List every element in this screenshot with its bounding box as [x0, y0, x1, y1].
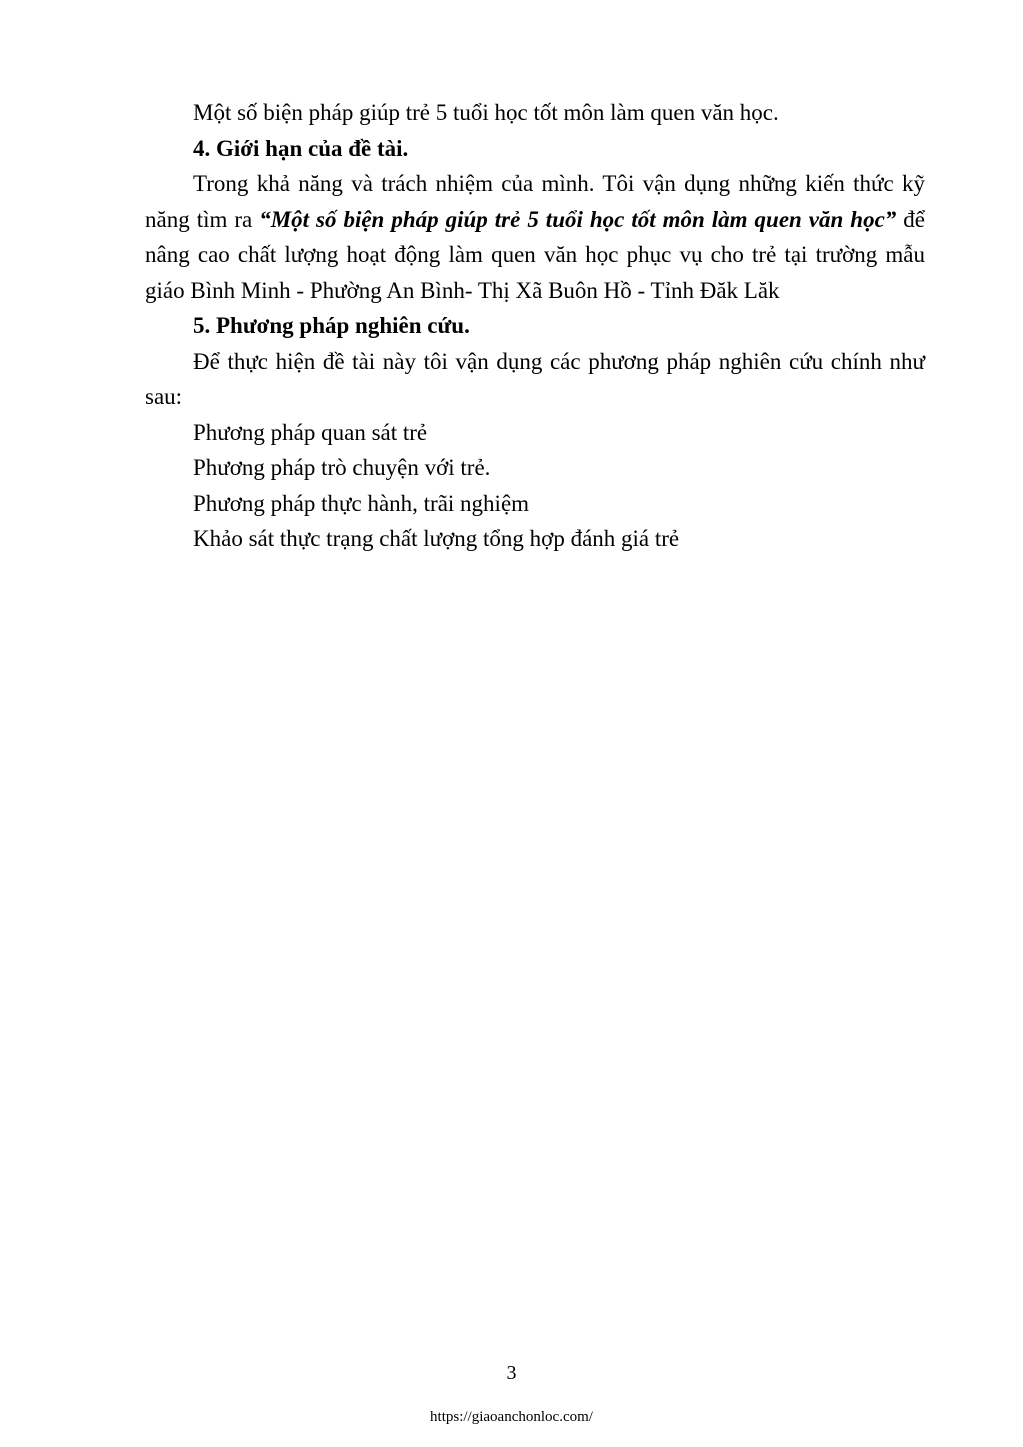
- method-item: Phương pháp thực hành, trãi nghiệm: [193, 490, 530, 516]
- intro-line: Một số biện pháp giúp trẻ 5 tuổi học tốt môn làm quen văn học.: [193, 100, 779, 125]
- section-5-heading: 5. Phương pháp nghiên cứu.: [193, 313, 470, 338]
- method-item: Phương pháp trò chuyện với trẻ.: [193, 455, 491, 480]
- section-4-paragraph: [145, 166, 925, 308]
- page-number: 3: [506, 1362, 517, 1384]
- section-4-emphasis: “Một số biện pháp giúp trẻ 5 tuổi học tốt môn làm quen văn học”: [259, 206, 897, 232]
- method-item: Phương pháp quan sát trẻ: [193, 419, 428, 445]
- section-4-text-start: Trong khả năng và trách nhiệm của mình. Tôi vận dụng những kiến thức kỹ năng tìm ra: [145, 171, 925, 232]
- section-5-intro: Để thực hiện đề tài này tôi vận dụng các phương pháp nghiên cứu chính như sau:: [145, 348, 925, 409]
- footer-url: https://giaoanchonloc.com/: [430, 1409, 593, 1425]
- section-4-text-end: để nâng cao chất lượng hoạt động làm quen văn học phục vụ cho trẻ tại trường mẫu giáo Bình Minh - Phường An Bình- Thị Xã Buôn Hồ - Tỉnh Đăk Lăk: [145, 206, 925, 303]
- method-item: Khảo sát thực trạng chất lượng tổng hợp đánh giá trẻ: [193, 526, 680, 551]
- section-4-heading: 4. Giới hạn của đề tài.: [193, 135, 409, 161]
- document-body: [145, 95, 925, 557]
